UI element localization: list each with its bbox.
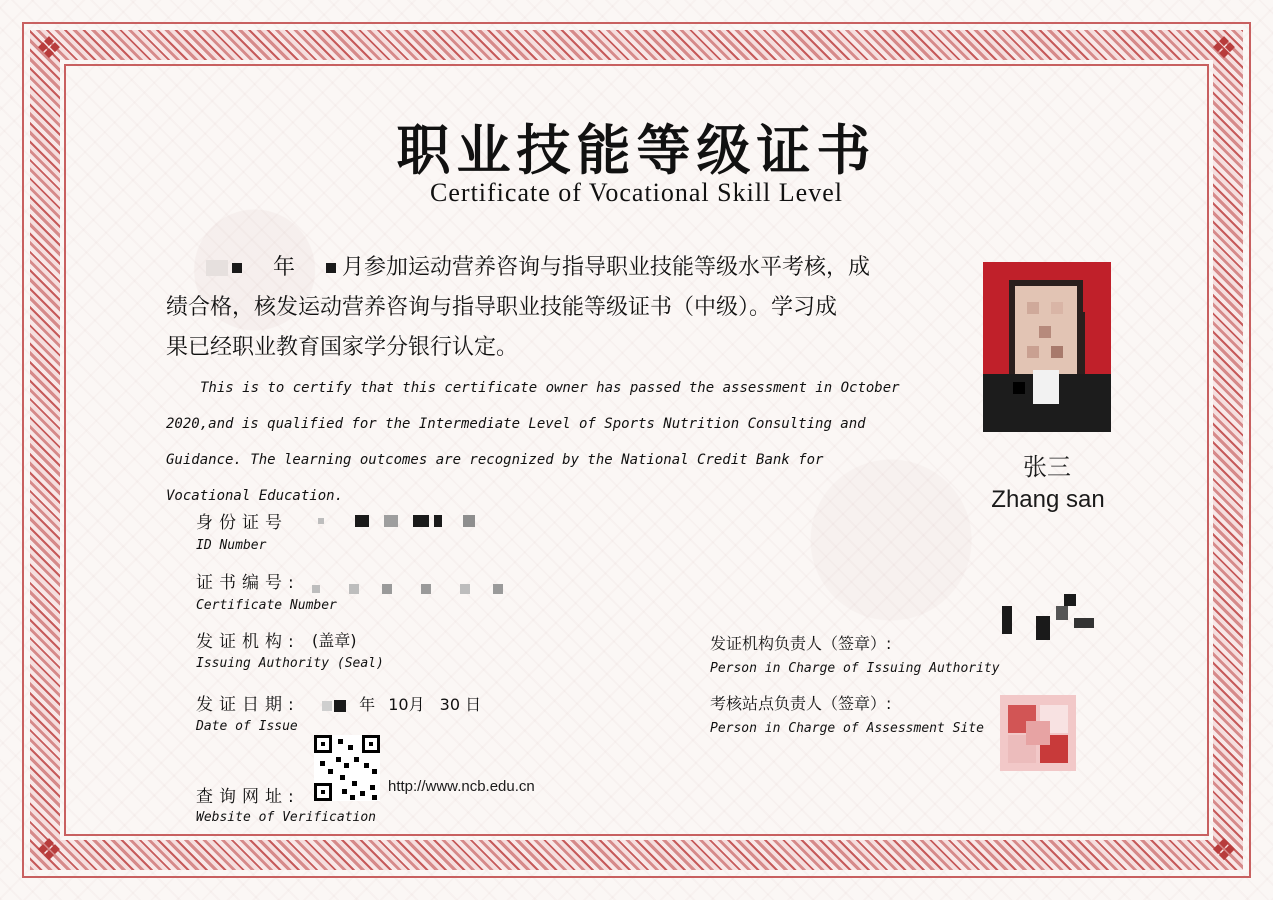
body-line-1: 年 月参加运动营养咨询与指导职业技能等级水平考核，成 bbox=[166, 248, 946, 288]
redacted-date-year bbox=[322, 701, 332, 711]
issuing-authority-label-en: Issuing Authority (Seal) bbox=[196, 656, 384, 671]
body-line-2: 绩合格，核发运动营养咨询与指导职业技能等级证书（中级）。学习成 bbox=[166, 295, 838, 320]
verification-url[interactable]: http://www.ncb.edu.cn bbox=[388, 778, 535, 795]
corner-ornament-icon: ❖ bbox=[35, 833, 63, 868]
redacted-year bbox=[206, 260, 228, 276]
redacted-mark bbox=[232, 263, 242, 273]
redacted-cert-number bbox=[312, 578, 503, 597]
issuer-signature-label-en: Person in Charge of Issuing Authority bbox=[710, 661, 1000, 676]
issue-date-label-en: Date of Issue bbox=[196, 719, 298, 734]
qr-code-icon[interactable] bbox=[314, 735, 380, 801]
holder-photo bbox=[983, 262, 1111, 432]
redacted-month bbox=[326, 263, 336, 273]
corner-ornament-icon: ❖ bbox=[35, 31, 63, 66]
issue-date-value: 年 10月 30 日 bbox=[322, 692, 481, 715]
holder-name-cn: 张三 bbox=[1023, 453, 1071, 481]
cert-number-label-cn: 证书编号: bbox=[196, 573, 300, 593]
body-text-en: This is to certify that this certificate owner has passed the assessment in October 2020,and is qualified for the Intermediate Level of Sports Nutrition Consulting and Guidance. The learning outcomes are recognized by the National Credit Bank for Vocational Education. bbox=[166, 380, 900, 504]
redacted-id-number bbox=[318, 510, 475, 529]
cert-number-label-en: Certificate Number bbox=[196, 598, 337, 613]
issuing-authority-seal-label: (盖章) bbox=[312, 631, 357, 650]
body-line-3: 果已经职业教育国家学分银行认定。 bbox=[166, 335, 519, 360]
id-label-cn: 身份证号 bbox=[196, 513, 288, 533]
holder-name-en: Zhang san bbox=[991, 486, 1105, 513]
issuing-authority-label-cn: 发证机构: bbox=[196, 632, 300, 652]
website-label-en: Website of Verification bbox=[196, 810, 377, 825]
official-seal bbox=[1000, 695, 1076, 771]
certificate-title: 职业技能等级证书 bbox=[396, 119, 877, 182]
site-signature-label-en: Person in Charge of Assessment Site bbox=[710, 721, 984, 736]
corner-ornament-icon: ❖ bbox=[1210, 833, 1238, 868]
corner-ornament-icon: ❖ bbox=[1210, 31, 1238, 66]
site-signature-label-cn: 考核站点负责人（签章）: bbox=[710, 694, 892, 713]
issuer-signature bbox=[998, 592, 1108, 642]
body-text-cn bbox=[166, 248, 946, 368]
id-label-en: ID Number bbox=[196, 538, 267, 553]
website-label-cn: 查询网址: bbox=[196, 787, 300, 807]
certificate-subtitle: Certificate of Vocational Skill Level bbox=[430, 178, 843, 207]
issue-date-label-cn: 发证日期: bbox=[196, 695, 300, 715]
issuer-signature-label-cn: 发证机构负责人（签章）: bbox=[710, 634, 892, 653]
